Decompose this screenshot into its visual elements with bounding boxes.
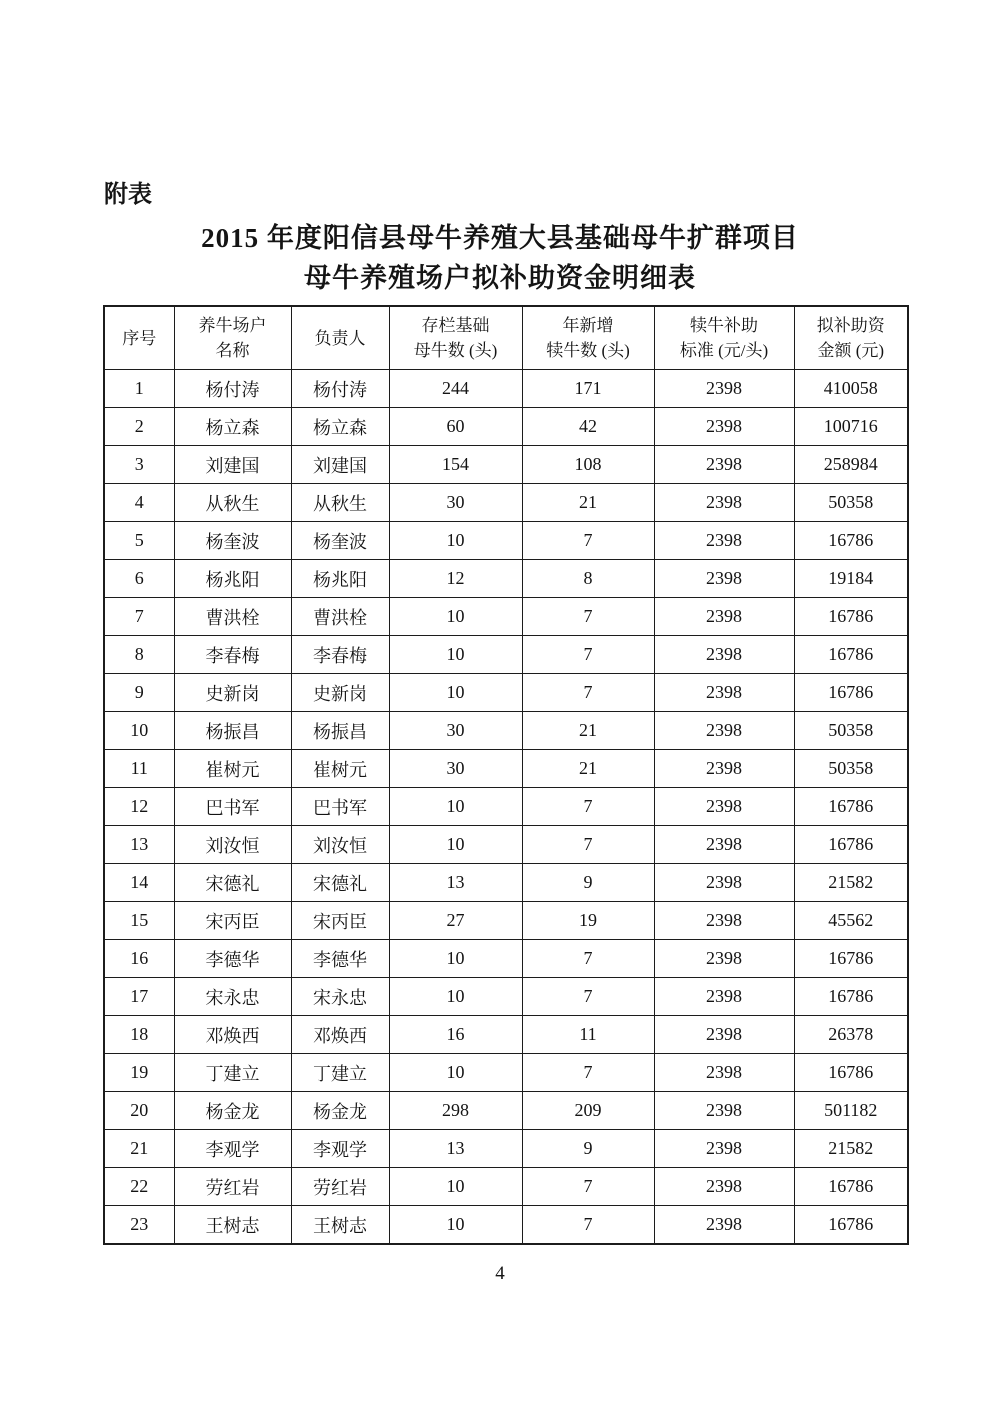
cell-new-calves: 7: [522, 788, 654, 826]
cell-person-in-charge: 杨兆阳: [291, 560, 389, 598]
cell-person-in-charge: 宋永忠: [291, 978, 389, 1016]
cell-subsidy-standard: 2398: [654, 1016, 794, 1054]
cell-farm-name: 杨振昌: [174, 712, 291, 750]
cell-subsidy-amount: 50358: [794, 750, 908, 788]
cell-subsidy-standard: 2398: [654, 1092, 794, 1130]
cell-farm-name: 刘汝恒: [174, 826, 291, 864]
table-row: [104, 674, 908, 712]
cell-person-in-charge: 从秋生: [291, 484, 389, 522]
cell-new-calves: 7: [522, 598, 654, 636]
header-subsidy-standard: 犊牛补助 标准 (元/头): [654, 306, 794, 370]
cell-new-calves: 42: [522, 408, 654, 446]
cell-person-in-charge: 刘汝恒: [291, 826, 389, 864]
cell-farm-name: 杨兆阳: [174, 560, 291, 598]
cell-person-in-charge: 李观学: [291, 1130, 389, 1168]
document-title-line2: 母牛养殖场户拟补助资金明细表: [304, 263, 696, 293]
cell-new-calves: 9: [522, 1130, 654, 1168]
cell-base-cows: 10: [389, 674, 522, 712]
cell-person-in-charge: 丁建立: [291, 1054, 389, 1092]
cell-index: 21: [104, 1130, 174, 1168]
cell-person-in-charge: 王树志: [291, 1206, 389, 1245]
header-index: 序号: [104, 306, 174, 370]
cell-index: 5: [104, 522, 174, 560]
cell-person-in-charge: 杨奎波: [291, 522, 389, 560]
cell-farm-name: 杨立森: [174, 408, 291, 446]
cell-new-calves: 21: [522, 484, 654, 522]
cell-subsidy-standard: 2398: [654, 636, 794, 674]
cell-new-calves: 8: [522, 560, 654, 598]
cell-new-calves: 11: [522, 1016, 654, 1054]
cell-subsidy-standard: 2398: [654, 446, 794, 484]
table-row: [104, 408, 908, 446]
cell-index: 9: [104, 674, 174, 712]
table-row: [104, 712, 908, 750]
cell-base-cows: 10: [389, 1054, 522, 1092]
cell-farm-name: 王树志: [174, 1206, 291, 1245]
cell-base-cows: 10: [389, 1206, 522, 1245]
cell-subsidy-amount: 410058: [794, 370, 908, 408]
cell-subsidy-standard: 2398: [654, 370, 794, 408]
cell-index: 20: [104, 1092, 174, 1130]
cell-new-calves: 7: [522, 1168, 654, 1206]
document-title-line1: 2015 年度阳信县母牛养殖大县基础母牛扩群项目: [201, 223, 799, 253]
cell-base-cows: 10: [389, 598, 522, 636]
table-row: [104, 826, 908, 864]
table-row: [104, 636, 908, 674]
cell-base-cows: 13: [389, 864, 522, 902]
cell-farm-name: 崔树元: [174, 750, 291, 788]
cell-person-in-charge: 杨立森: [291, 408, 389, 446]
cell-subsidy-standard: 2398: [654, 788, 794, 826]
cell-index: 11: [104, 750, 174, 788]
cell-subsidy-amount: 26378: [794, 1016, 908, 1054]
cell-index: 7: [104, 598, 174, 636]
cell-subsidy-amount: 21582: [794, 864, 908, 902]
table-row: [104, 1016, 908, 1054]
cell-index: 17: [104, 978, 174, 1016]
cell-new-calves: 171: [522, 370, 654, 408]
cell-subsidy-standard: 2398: [654, 674, 794, 712]
cell-farm-name: 杨金龙: [174, 1092, 291, 1130]
cell-index: 13: [104, 826, 174, 864]
table-row: [104, 902, 908, 940]
cell-farm-name: 杨付涛: [174, 370, 291, 408]
cell-base-cows: 10: [389, 522, 522, 560]
cell-subsidy-amount: 258984: [794, 446, 908, 484]
cell-farm-name: 曹洪栓: [174, 598, 291, 636]
cell-subsidy-amount: 16786: [794, 788, 908, 826]
cell-person-in-charge: 刘建国: [291, 446, 389, 484]
cell-subsidy-standard: 2398: [654, 1054, 794, 1092]
cell-subsidy-amount: 16786: [794, 598, 908, 636]
table-row: [104, 940, 908, 978]
cell-base-cows: 16: [389, 1016, 522, 1054]
cell-person-in-charge: 杨振昌: [291, 712, 389, 750]
cell-subsidy-amount: 16786: [794, 1168, 908, 1206]
table-row: [104, 560, 908, 598]
cell-person-in-charge: 杨金龙: [291, 1092, 389, 1130]
cell-person-in-charge: 宋丙臣: [291, 902, 389, 940]
cell-base-cows: 60: [389, 408, 522, 446]
cell-farm-name: 刘建国: [174, 446, 291, 484]
cell-subsidy-amount: 16786: [794, 522, 908, 560]
cell-subsidy-amount: 50358: [794, 484, 908, 522]
table-header-row: [104, 306, 908, 370]
table-row: [104, 484, 908, 522]
table-row: [104, 864, 908, 902]
cell-subsidy-amount: 16786: [794, 1206, 908, 1245]
cell-person-in-charge: 李春梅: [291, 636, 389, 674]
cell-new-calves: 21: [522, 750, 654, 788]
cell-base-cows: 244: [389, 370, 522, 408]
cell-subsidy-standard: 2398: [654, 826, 794, 864]
page-number: 4: [495, 1263, 505, 1284]
cell-index: 3: [104, 446, 174, 484]
cell-farm-name: 邓焕西: [174, 1016, 291, 1054]
cell-farm-name: 宋永忠: [174, 978, 291, 1016]
header-farm-name: 养牛场户 名称: [174, 306, 291, 370]
table-row: [104, 1168, 908, 1206]
cell-subsidy-amount: 501182: [794, 1092, 908, 1130]
cell-base-cows: 10: [389, 826, 522, 864]
cell-farm-name: 杨奎波: [174, 522, 291, 560]
cell-subsidy-standard: 2398: [654, 484, 794, 522]
cell-subsidy-standard: 2398: [654, 864, 794, 902]
cell-new-calves: 7: [522, 826, 654, 864]
cell-base-cows: 10: [389, 788, 522, 826]
cell-base-cows: 13: [389, 1130, 522, 1168]
cell-person-in-charge: 杨付涛: [291, 370, 389, 408]
cell-base-cows: 30: [389, 750, 522, 788]
cell-farm-name: 李春梅: [174, 636, 291, 674]
cell-new-calves: 7: [522, 674, 654, 712]
cell-subsidy-amount: 16786: [794, 940, 908, 978]
table-row: [104, 370, 908, 408]
cell-farm-name: 丁建立: [174, 1054, 291, 1092]
cell-person-in-charge: 崔树元: [291, 750, 389, 788]
cell-subsidy-amount: 21582: [794, 1130, 908, 1168]
cell-new-calves: 7: [522, 1054, 654, 1092]
cell-subsidy-amount: 16786: [794, 674, 908, 712]
cell-person-in-charge: 巴书军: [291, 788, 389, 826]
cell-farm-name: 史新岗: [174, 674, 291, 712]
cell-subsidy-standard: 2398: [654, 712, 794, 750]
cell-subsidy-standard: 2398: [654, 940, 794, 978]
cell-index: 16: [104, 940, 174, 978]
table-row: [104, 446, 908, 484]
cell-index: 8: [104, 636, 174, 674]
cell-new-calves: 7: [522, 522, 654, 560]
cell-subsidy-standard: 2398: [654, 1168, 794, 1206]
cell-new-calves: 7: [522, 978, 654, 1016]
cell-new-calves: 7: [522, 1206, 654, 1245]
table-row: [104, 1092, 908, 1130]
cell-subsidy-standard: 2398: [654, 1206, 794, 1245]
cell-base-cows: 30: [389, 484, 522, 522]
table-row: [104, 1130, 908, 1168]
cell-index: 23: [104, 1206, 174, 1245]
cell-person-in-charge: 史新岗: [291, 674, 389, 712]
annex-label: 附表: [104, 182, 152, 208]
cell-person-in-charge: 宋德礼: [291, 864, 389, 902]
cell-subsidy-amount: 16786: [794, 636, 908, 674]
cell-farm-name: 宋丙臣: [174, 902, 291, 940]
cell-subsidy-standard: 2398: [654, 598, 794, 636]
cell-farm-name: 李观学: [174, 1130, 291, 1168]
cell-subsidy-amount: 45562: [794, 902, 908, 940]
subsidy-table: [103, 305, 909, 1245]
cell-farm-name: 宋德礼: [174, 864, 291, 902]
cell-new-calves: 19: [522, 902, 654, 940]
cell-subsidy-standard: 2398: [654, 902, 794, 940]
cell-index: 19: [104, 1054, 174, 1092]
cell-person-in-charge: 邓焕西: [291, 1016, 389, 1054]
header-person-in-charge: 负责人: [291, 306, 389, 370]
cell-subsidy-amount: 16786: [794, 978, 908, 1016]
cell-base-cows: 10: [389, 1168, 522, 1206]
cell-subsidy-standard: 2398: [654, 408, 794, 446]
cell-farm-name: 李德华: [174, 940, 291, 978]
table-body: [104, 370, 908, 1245]
table-row: [104, 522, 908, 560]
cell-subsidy-amount: 100716: [794, 408, 908, 446]
cell-index: 6: [104, 560, 174, 598]
cell-subsidy-amount: 19184: [794, 560, 908, 598]
cell-base-cows: 10: [389, 636, 522, 674]
header-new-calves: 年新增 犊牛数 (头): [522, 306, 654, 370]
table-row: [104, 978, 908, 1016]
cell-index: 14: [104, 864, 174, 902]
cell-new-calves: 7: [522, 636, 654, 674]
cell-base-cows: 154: [389, 446, 522, 484]
cell-index: 10: [104, 712, 174, 750]
table-row: [104, 750, 908, 788]
cell-subsidy-amount: 50358: [794, 712, 908, 750]
cell-person-in-charge: 劳红岩: [291, 1168, 389, 1206]
cell-base-cows: 30: [389, 712, 522, 750]
cell-index: 22: [104, 1168, 174, 1206]
cell-subsidy-standard: 2398: [654, 560, 794, 598]
cell-base-cows: 10: [389, 978, 522, 1016]
cell-base-cows: 12: [389, 560, 522, 598]
cell-subsidy-standard: 2398: [654, 522, 794, 560]
table-row: [104, 1206, 908, 1245]
header-base-cows: 存栏基础 母牛数 (头): [389, 306, 522, 370]
cell-farm-name: 劳红岩: [174, 1168, 291, 1206]
cell-subsidy-standard: 2398: [654, 1130, 794, 1168]
table-row: [104, 788, 908, 826]
cell-new-calves: 9: [522, 864, 654, 902]
cell-base-cows: 298: [389, 1092, 522, 1130]
cell-index: 4: [104, 484, 174, 522]
cell-subsidy-amount: 16786: [794, 1054, 908, 1092]
cell-person-in-charge: 李德华: [291, 940, 389, 978]
cell-index: 1: [104, 370, 174, 408]
cell-new-calves: 209: [522, 1092, 654, 1130]
cell-new-calves: 108: [522, 446, 654, 484]
cell-index: 18: [104, 1016, 174, 1054]
table-row: [104, 1054, 908, 1092]
cell-person-in-charge: 曹洪栓: [291, 598, 389, 636]
cell-farm-name: 巴书军: [174, 788, 291, 826]
cell-index: 15: [104, 902, 174, 940]
header-subsidy-amount: 拟补助资 金额 (元): [794, 306, 908, 370]
cell-index: 12: [104, 788, 174, 826]
table-row: [104, 598, 908, 636]
cell-index: 2: [104, 408, 174, 446]
cell-new-calves: 21: [522, 712, 654, 750]
cell-subsidy-standard: 2398: [654, 978, 794, 1016]
cell-subsidy-standard: 2398: [654, 750, 794, 788]
cell-base-cows: 10: [389, 940, 522, 978]
cell-base-cows: 27: [389, 902, 522, 940]
cell-farm-name: 从秋生: [174, 484, 291, 522]
cell-subsidy-amount: 16786: [794, 826, 908, 864]
cell-new-calves: 7: [522, 940, 654, 978]
